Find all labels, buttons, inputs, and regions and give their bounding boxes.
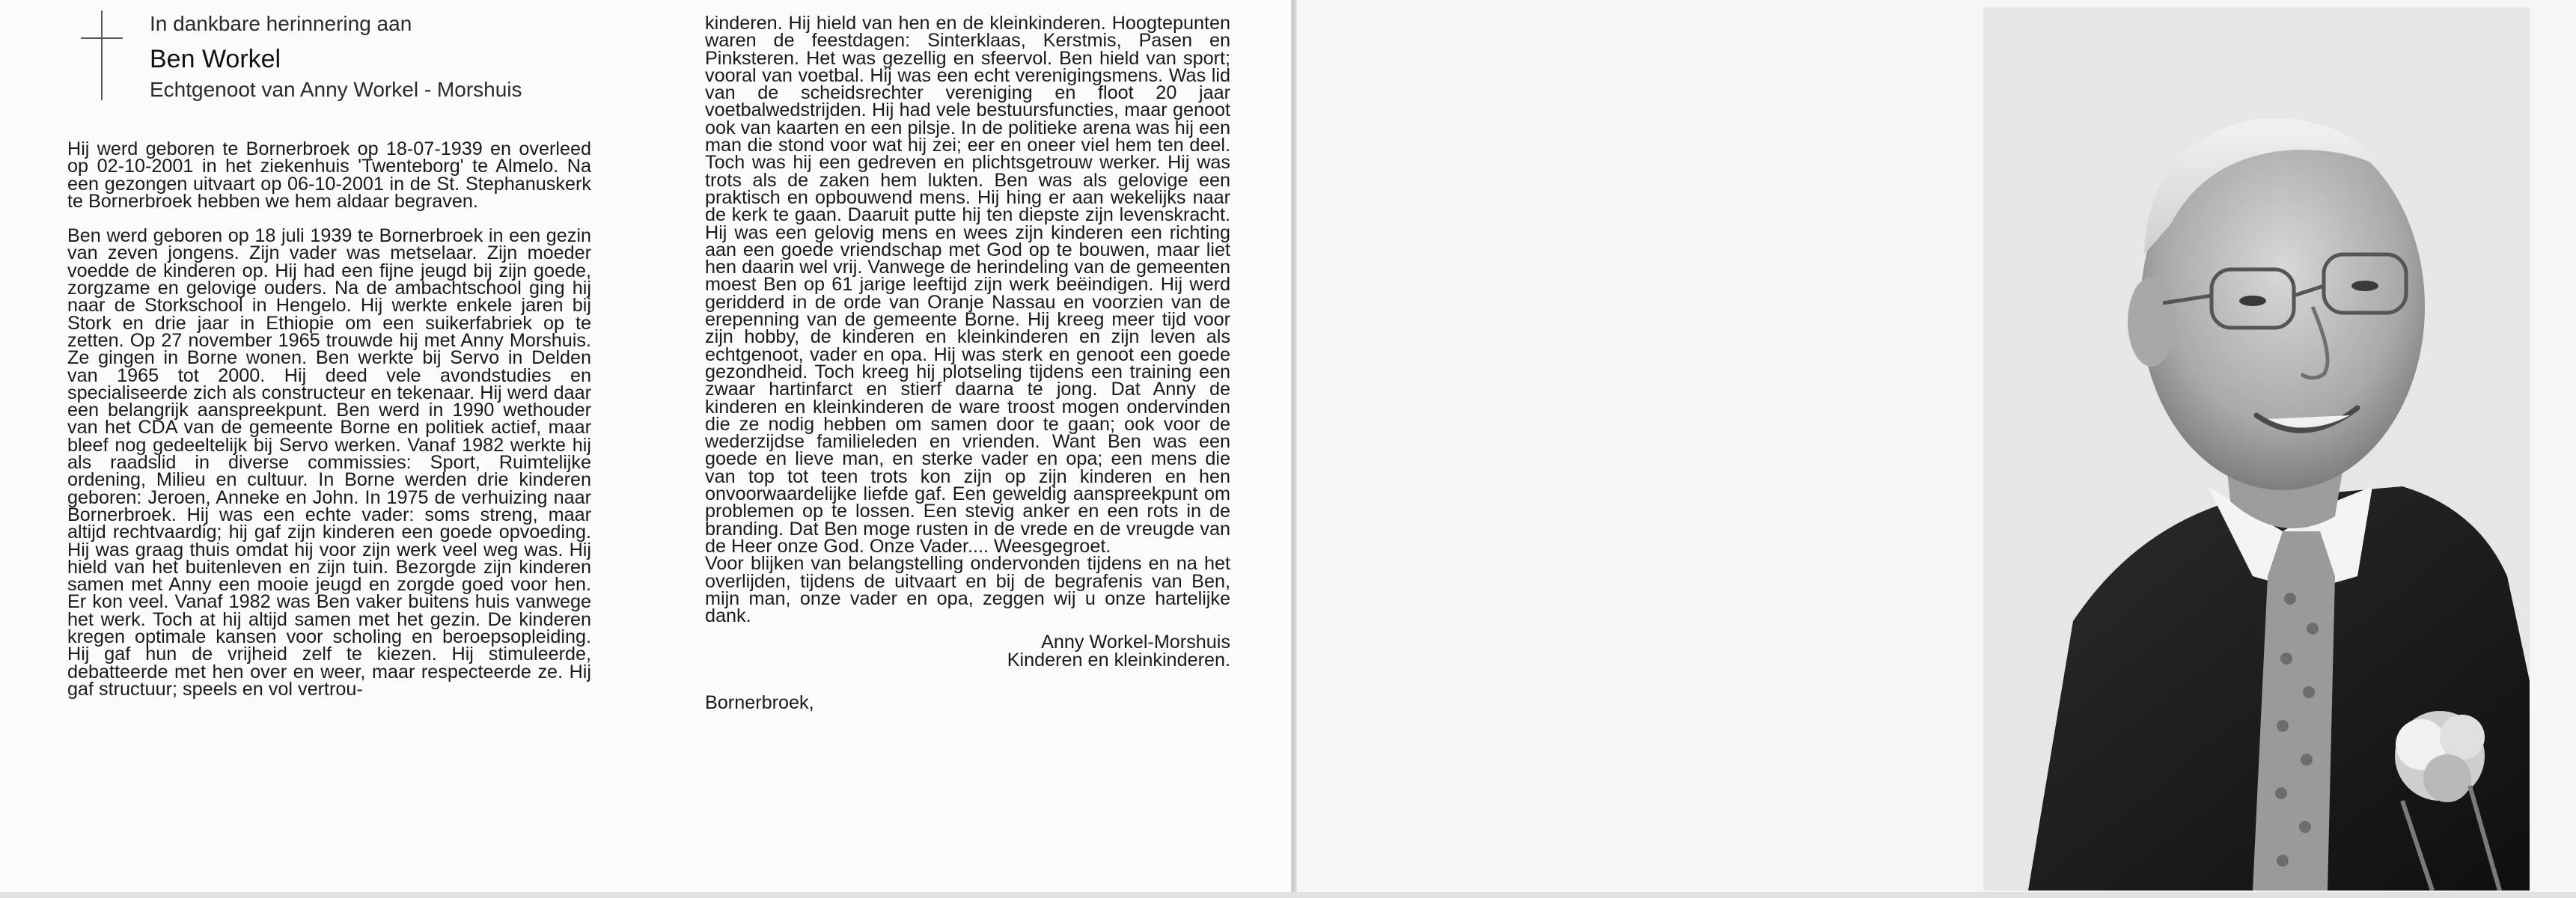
cross-icon [81,10,123,100]
portrait-photo [1983,7,2530,891]
card-fold [1291,0,1297,898]
death-notice-paragraph: Hij werd geboren te Bornerbroek op 18-07-1939 en overleed op 02-10-2001 in het ziekenhuis 'Twenteborg' te Almelo. Na een gezongen uitvaart op 06-10-2001 in de St. Stephanuskerk te Bornerbroek hebben we hem aldaar begraven. [67,138,591,212]
signature-spouse: Anny Workel-Morshuis [1041,632,1230,653]
place-line: Bornerbroek, [705,691,814,713]
signature-block [705,634,1230,669]
life-story-continued: kinderen. Hij hield van hen en de kleinkinderen. Hoogtepunten waren de feestdagen: Sinterklaas, Kerstmis, Pasen en Pinksteren. Het was gezellig en sfeervol. Ben hield van sport; vooral van voetbal. Hij was een echt verenigingsmens. Was lid van de scheidsrechter vereniging en floot 20 jaar voetbalwedstrijden. Hij had vele bestuursfuncties, maar genoot ook van kaarten en een pilsje. In de politieke arena was hij een man die stond voor wat hij zei; eer en oneer viel hem ten deel. Toch was hij een gedreven en plichtsgetrouw werker. Hij was trots als de zaken hem lukten. Ben was als gelovige een praktisch en opbouwend mens. Hij hing er aan wekelijks naar de kerk te gaan. Daaruit putte hij ten diepste zijn levenskracht. Hij was een gelovig mens en wees zijn kinderen een richting aan een goede vriendschap met God op te bouwen, maar liet hen daarin wel vrij. Vanwege de herindeling van de gemeenten moest Ben op 61 jarige leeftijd zijn werk beëindigen. Hij werd geridderd in de orde van Oranje Nassau en voorzien van de erepenning van de gemeente Borne. Hij kreeg meer tijd voor zijn hobby, de kinderen en kleinkinderen en zijn leven als echtgenoot, vader en opa. Hij was sterk en genoot een goede gezondheid. Toch kreeg hij plotseling tijdens een training een zwaar hartinfarct en stierf daarna te jong. Dat Anny de kinderen en kleinkinderen de ware troost mogen ondervinden die ze nodig hebben om samen door te gaan; ook voor de wederzijdse familieleden en vrienden. Want Ben was een goede en lieve man, en sterke vader en opa; een mens die van top tot teen trots kon zijn op zijn kinderen en hen onvoorwaardelijke liefde gaf. Een geweldig aanspreekpunt om problemen op te lossen. Een stevig anker en een rots in de branding. Dat Ben moge rusten in de vrede en de vreugde van de Heer onze God. Onze Vader.... Weesgegroet. [705,13,1230,557]
memorial-heading: In dankbare herinnering aan [150,12,412,35]
life-story-paragraph: Ben werd geboren op 18 juli 1939 te Bornerbroek in een gezin van zeven jongens. Zijn vader was metselaar. Zijn moeder voedde de kinderen op. Hij had een fijne jeugd bij zijn goede, zorgzame en gelovige ouders. Na de ambachtschool ging hij naar de Storkschool in Hengelo. Hij werkte enkele jaren bij Stork en drie jaar in Ethiopie om een suikerfabriek op te zetten. Op 27 november 1965 trouwde hij met Anny Morshuis. Ze gingen in Borne wonen. Ben werkte bij Servo in Delden van 1965 tot 2000. Hij deed vele avondstudies en specialiseerde zich als constructeur en tekenaar. Hij werd daar een belangrijk aanspreekpunt. Ben werd in 1990 wethouder van het CDA van de gemeente Borne en politiek actief, maar bleef nog gedeeltelijk bij Servo werken. Vanaf 1982 werkte hij als raadslid in diverse commissies: Sport, Ruimtelijke ordening, Milieu en cultuur. In Borne werden drie kinderen geboren: Jeroen, Anneke en John. In 1975 de verhuizing naar Bornerbroek. Hij was een echte vader: soms streng, maar altijd rechtvaardig; hij gaf zijn kinderen een goede opvoeding. Hij was graag thuis omdat hij voor zijn werk veel weg was. Hij hield van het buitenleven en zijn tuin. Bezorgde zijn kinderen samen met Anny een mooie jeugd en zorgde goed voor hen. Er kon veel. Vanaf 1982 was Ben vaker buitens huis vanwege het werk. Toch at hij altijd samen met het gezin. De kinderen kregen optimale kansen voor scholing en beroepsopleiding. Hij gaf hun de vrijheid zelf te kiezen. Hij stimuleerde, debatteerde met hen over en weer, maar respecteerde ze. Hij gaf structuur; speels en vol vertrou- [67,225,591,700]
deceased-name: Ben Workel [150,45,281,73]
spouse-line: Echtgenoot van Anny Workel - Morshuis [150,78,522,101]
biography-column-1 [67,138,591,700]
bottom-edge [0,892,2576,898]
portrait-illustration [1983,7,2530,891]
signature-family: Kinderen en kleinkinderen. [1007,649,1230,671]
thanks-paragraph: Voor blijken van belangstelling ondervonden tijdens en na het overlijden, tijdens de uitvaart en bij de begrafenis van Ben, mijn man, onze vader en opa, zeggen wij u onze hartelijke dank. [705,553,1230,627]
biography-column-2 [705,15,1230,712]
